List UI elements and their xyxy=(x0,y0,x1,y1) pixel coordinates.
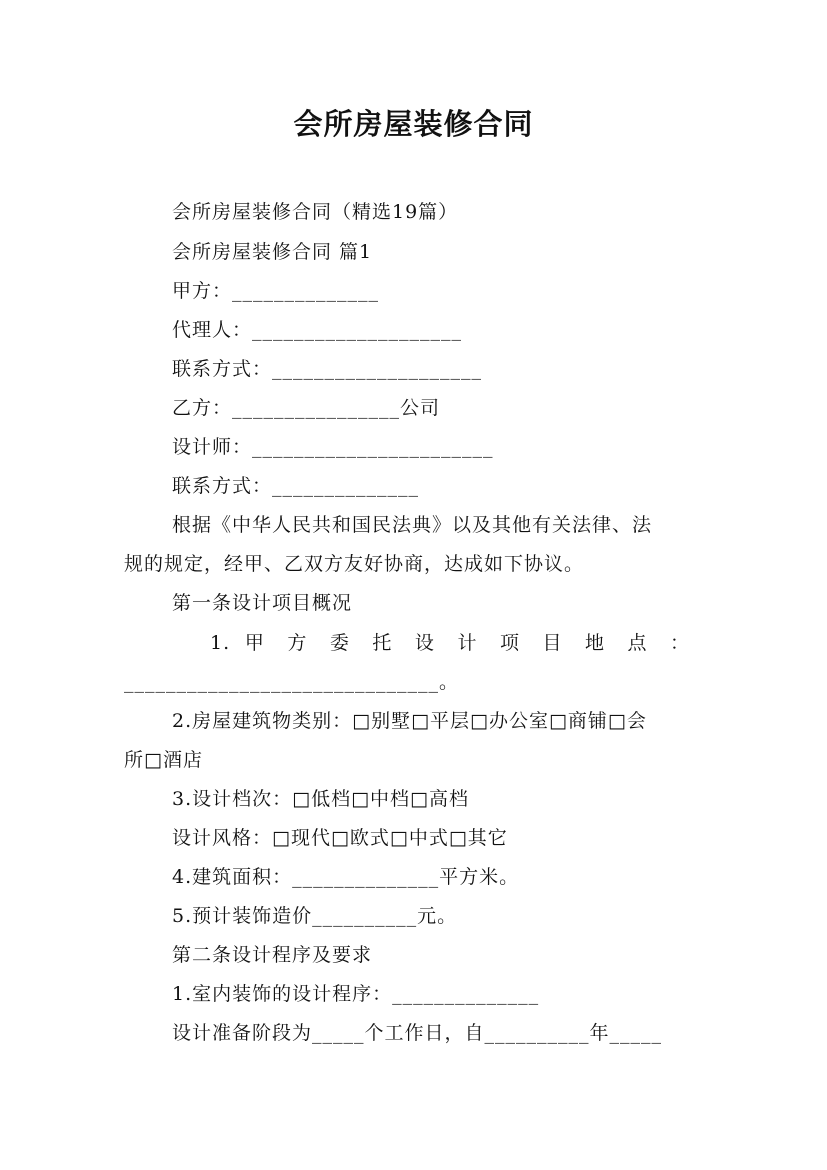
section-heading: 会所房屋装修合同 篇1 xyxy=(172,241,373,263)
document-title: 会所房屋装修合同 xyxy=(293,107,534,141)
paragraph-line: 4.建筑面积：______________平方米。 xyxy=(172,866,520,888)
contact-field: 联系方式：____________________ xyxy=(172,358,483,380)
designer-field: 设计师：_______________________ xyxy=(172,436,494,458)
paragraph-line: 2.房屋建筑物类别：□别墅□平层□办公室□商铺□会 xyxy=(172,710,647,732)
subtitle-line: 会所房屋装修合同（精选19篇） xyxy=(172,201,459,223)
paragraph-line: 根据《中华人民共和国民法典》以及其他有关法律、法 xyxy=(172,514,653,536)
paragraph-line: 3.设计档次：□低档□中档□高档 xyxy=(172,788,469,810)
article-heading: 第一条设计项目概况 xyxy=(172,592,353,614)
agent-field: 代理人：____________________ xyxy=(172,319,463,341)
paragraph-line: 设计风格：□现代□欧式□中式□其它 xyxy=(172,827,508,849)
paragraph-line: 设计准备阶段为_____个工作日，自__________年_____ xyxy=(172,1022,663,1044)
contact-field-2: 联系方式：______________ xyxy=(172,475,420,497)
article-heading: 第二条设计程序及要求 xyxy=(172,944,373,966)
paragraph-line: 规的规定，经甲、乙双方友好协商，达成如下协议。 xyxy=(124,553,585,575)
paragraph-line: 1. 甲 方 委 托 设 计 项 目 地 点 ： xyxy=(210,632,690,654)
paragraph-line: 所□酒店 xyxy=(124,749,203,771)
party-b-field: 乙方：________________公司 xyxy=(172,397,441,419)
paragraph-line: ______________________________。 xyxy=(124,671,460,693)
party-a-field: 甲方：______________ xyxy=(172,280,380,302)
paragraph-line: 5.预计装饰造价__________元。 xyxy=(172,905,458,927)
paragraph-line: 1.室内装饰的设计程序：______________ xyxy=(172,983,540,1005)
